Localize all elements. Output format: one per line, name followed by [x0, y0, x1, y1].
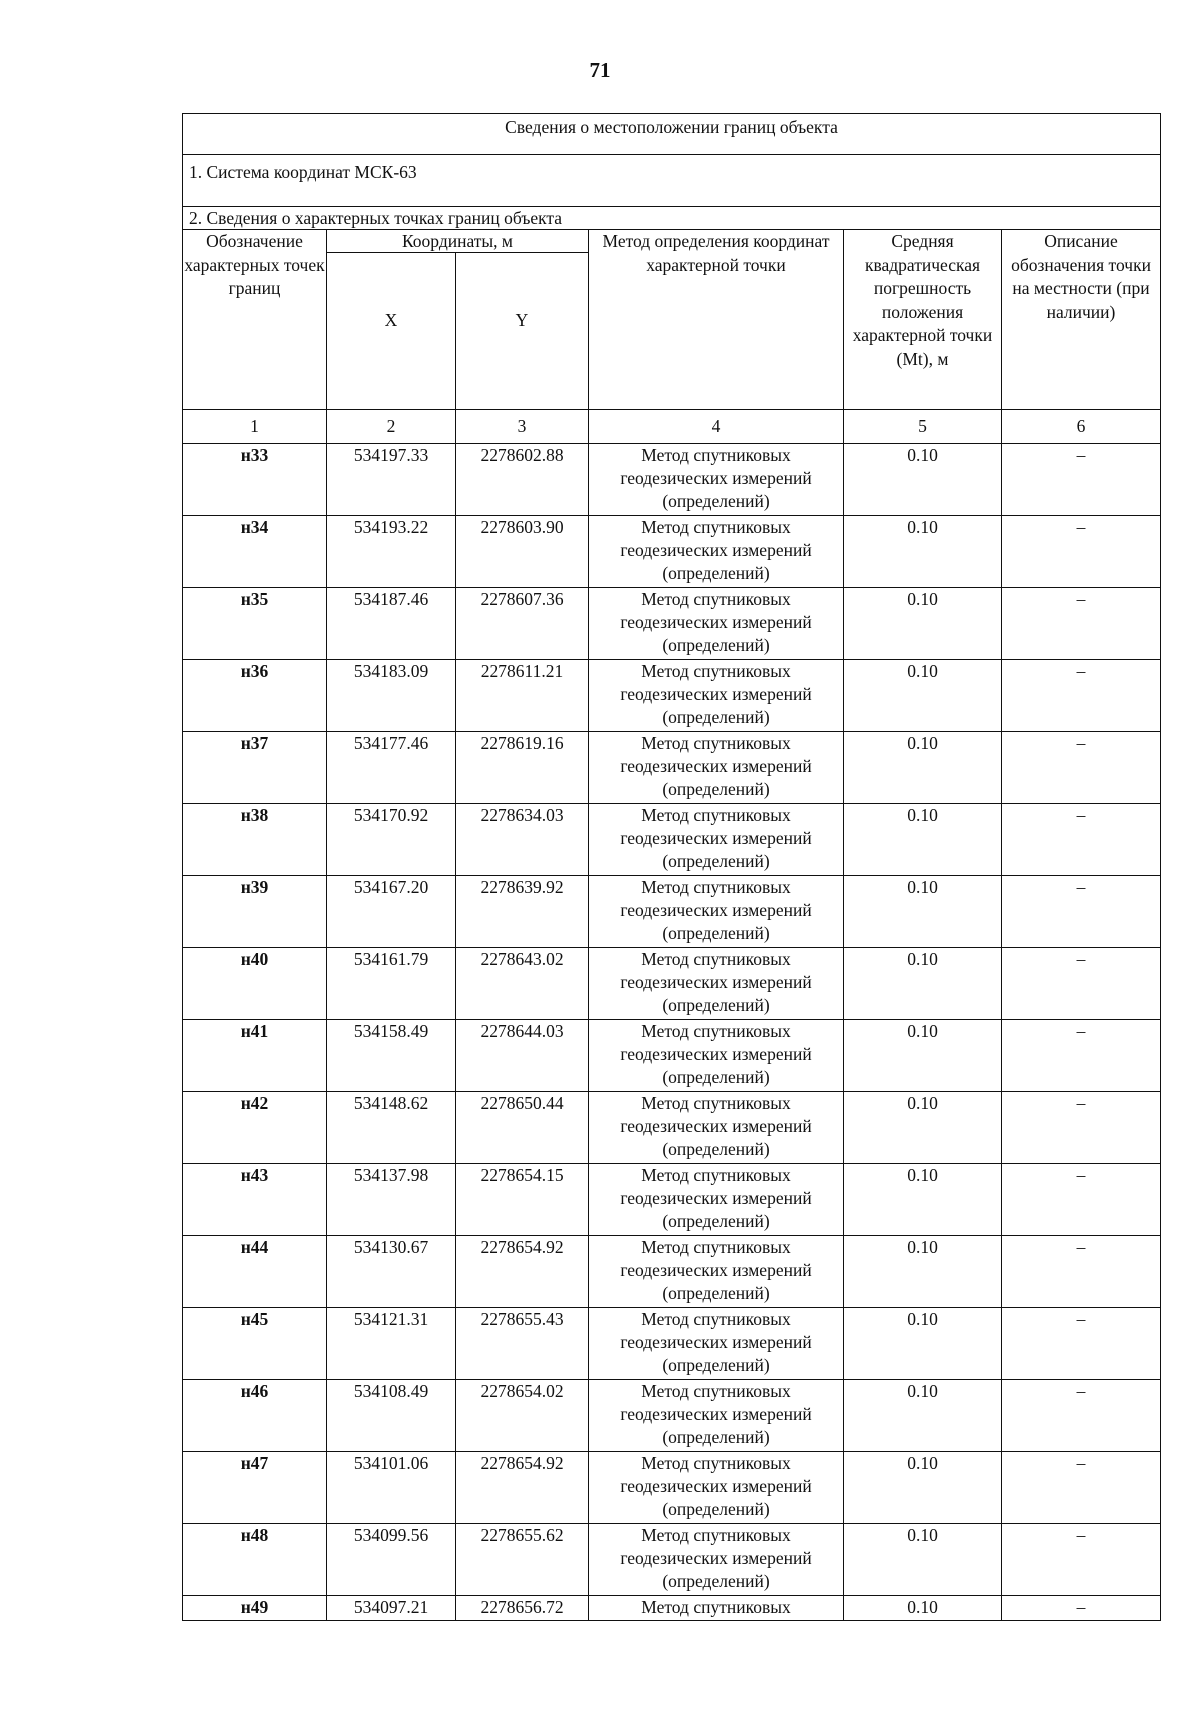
- cell-y: 2278619.16: [456, 732, 589, 804]
- cell-description: –: [1002, 1596, 1161, 1621]
- cell-description: –: [1002, 516, 1161, 588]
- cell-method: Метод спутниковых геодезических измерений (определений): [589, 516, 844, 588]
- header-mean-error: [844, 230, 1002, 410]
- cell-method: Метод спутниковых геодезических измерений (определений): [589, 588, 844, 660]
- cell-x: 534130.67: [327, 1236, 456, 1308]
- table-row: [183, 1596, 1161, 1621]
- header-x: X: [327, 253, 456, 410]
- table-row: [183, 876, 1161, 948]
- cell-y: 2278654.92: [456, 1236, 589, 1308]
- cell-point: н49: [183, 1596, 327, 1621]
- cell-point: н44: [183, 1236, 327, 1308]
- cell-point: н45: [183, 1308, 327, 1380]
- cell-point: н43: [183, 1164, 327, 1236]
- table-row: [183, 1236, 1161, 1308]
- cell-x: 534101.06: [327, 1452, 456, 1524]
- boundary-points-table: [182, 113, 1161, 1621]
- cell-method: Метод спутниковых геодезических измерений (определений): [589, 948, 844, 1020]
- cell-point: н33: [183, 444, 327, 516]
- cell-point: н36: [183, 660, 327, 732]
- cell-description: –: [1002, 1164, 1161, 1236]
- cell-error: 0.10: [844, 588, 1002, 660]
- cell-point: н37: [183, 732, 327, 804]
- table-row: [183, 660, 1161, 732]
- cell-method: Метод спутниковых геодезических измерений (определений): [589, 732, 844, 804]
- cell-x: 534108.49: [327, 1380, 456, 1452]
- cell-y: 2278654.15: [456, 1164, 589, 1236]
- cell-method: Метод спутниковых геодезических измерений (определений): [589, 804, 844, 876]
- cell-error: 0.10: [844, 1524, 1002, 1596]
- cell-error: 0.10: [844, 1236, 1002, 1308]
- cell-point: н48: [183, 1524, 327, 1596]
- cell-point: н42: [183, 1092, 327, 1164]
- cell-description: –: [1002, 732, 1161, 804]
- cell-description: –: [1002, 1092, 1161, 1164]
- cell-y: 2278655.43: [456, 1308, 589, 1380]
- cell-error: 0.10: [844, 732, 1002, 804]
- cell-method: Метод спутниковых: [589, 1596, 844, 1621]
- cell-y: 2278643.02: [456, 948, 589, 1020]
- header-point-designation: Обозначение характерных точек границ: [183, 230, 327, 410]
- cell-method: Метод спутниковых геодезических измерений (определений): [589, 1308, 844, 1380]
- cell-error: 0.10: [844, 1020, 1002, 1092]
- cell-method: Метод спутниковых геодезических измерений (определений): [589, 444, 844, 516]
- cell-method: Метод спутниковых геодезических измерений (определений): [589, 1524, 844, 1596]
- cell-error: 0.10: [844, 948, 1002, 1020]
- cell-description: –: [1002, 588, 1161, 660]
- cell-method: Метод спутниковых геодезических измерений (определений): [589, 1164, 844, 1236]
- cell-method: Метод спутниковых геодезических измерений (определений): [589, 1380, 844, 1452]
- cell-y: 2278634.03: [456, 804, 589, 876]
- cell-method: Метод спутниковых геодезических измерений (определений): [589, 1236, 844, 1308]
- column-number: 5: [844, 410, 1002, 444]
- cell-error: 0.10: [844, 876, 1002, 948]
- cell-description: –: [1002, 876, 1161, 948]
- cell-x: 534187.46: [327, 588, 456, 660]
- cell-error: 0.10: [844, 444, 1002, 516]
- cell-x: 534197.33: [327, 444, 456, 516]
- cell-method: Метод спутниковых геодезических измерений (определений): [589, 1092, 844, 1164]
- cell-description: –: [1002, 660, 1161, 732]
- table-row: [183, 1452, 1161, 1524]
- cell-point: н41: [183, 1020, 327, 1092]
- table-row: [183, 1380, 1161, 1452]
- cell-description: –: [1002, 1452, 1161, 1524]
- table-row: [183, 588, 1161, 660]
- column-number: 2: [327, 410, 456, 444]
- cell-description: –: [1002, 948, 1161, 1020]
- cell-error: 0.10: [844, 804, 1002, 876]
- cell-error: 0.10: [844, 660, 1002, 732]
- cell-point: н35: [183, 588, 327, 660]
- cell-x: 534121.31: [327, 1308, 456, 1380]
- cell-point: н39: [183, 876, 327, 948]
- cell-x: 534158.49: [327, 1020, 456, 1092]
- column-number: 1: [183, 410, 327, 444]
- cell-error: 0.10: [844, 1380, 1002, 1452]
- cell-error: 0.10: [844, 1092, 1002, 1164]
- cell-error: 0.10: [844, 1164, 1002, 1236]
- cell-error: 0.10: [844, 1452, 1002, 1524]
- cell-y: 2278655.62: [456, 1524, 589, 1596]
- cell-description: –: [1002, 1236, 1161, 1308]
- cell-y: 2278611.21: [456, 660, 589, 732]
- cell-x: 534183.09: [327, 660, 456, 732]
- cell-point: н34: [183, 516, 327, 588]
- table-title: Сведения о местоположении границ объекта: [183, 114, 1161, 155]
- cell-y: 2278607.36: [456, 588, 589, 660]
- cell-point: н47: [183, 1452, 327, 1524]
- table-row: [183, 1092, 1161, 1164]
- cell-x: 534148.62: [327, 1092, 456, 1164]
- table-row: [183, 1308, 1161, 1380]
- header-coordinates: Координаты, м: [327, 230, 589, 253]
- cell-method: Метод спутниковых геодезических измерений (определений): [589, 1020, 844, 1092]
- cell-x: 534177.46: [327, 732, 456, 804]
- cell-x: 534193.22: [327, 516, 456, 588]
- cell-description: –: [1002, 1308, 1161, 1380]
- cell-y: 2278656.72: [456, 1596, 589, 1621]
- cell-x: 534099.56: [327, 1524, 456, 1596]
- cell-description: –: [1002, 1380, 1161, 1452]
- cell-x: 534167.20: [327, 876, 456, 948]
- cell-description: –: [1002, 1020, 1161, 1092]
- column-number: 4: [589, 410, 844, 444]
- cell-description: –: [1002, 1524, 1161, 1596]
- table-row: [183, 1020, 1161, 1092]
- cell-description: –: [1002, 804, 1161, 876]
- table-row: [183, 732, 1161, 804]
- cell-x: 534161.79: [327, 948, 456, 1020]
- cell-point: н38: [183, 804, 327, 876]
- cell-y: 2278603.90: [456, 516, 589, 588]
- cell-point: н46: [183, 1380, 327, 1452]
- cell-error: 0.10: [844, 1596, 1002, 1621]
- table-row: [183, 948, 1161, 1020]
- cell-x: 534097.21: [327, 1596, 456, 1621]
- table-row: [183, 804, 1161, 876]
- cell-y: 2278602.88: [456, 444, 589, 516]
- column-number: 3: [456, 410, 589, 444]
- cell-x: 534137.98: [327, 1164, 456, 1236]
- column-number: 6: [1002, 410, 1161, 444]
- cell-y: 2278650.44: [456, 1092, 589, 1164]
- header-description: Описание обозначения точки на местности (при наличии): [1002, 230, 1161, 410]
- table-row: [183, 444, 1161, 516]
- header-mean-error-text: Средняя квадратическая погрешность положения характерной точки (Mt), м: [852, 231, 993, 369]
- cell-error: 0.10: [844, 516, 1002, 588]
- table-row: [183, 516, 1161, 588]
- cell-method: Метод спутниковых геодезических измерений (определений): [589, 660, 844, 732]
- cell-point: н40: [183, 948, 327, 1020]
- cell-description: –: [1002, 444, 1161, 516]
- cell-method: Метод спутниковых геодезических измерений (определений): [589, 876, 844, 948]
- cell-y: 2278654.02: [456, 1380, 589, 1452]
- cell-x: 534170.92: [327, 804, 456, 876]
- coordinate-system: 1. Система координат МСК-63: [183, 155, 1161, 207]
- points-section-title: 2. Сведения о характерных точках границ объекта: [183, 207, 1161, 230]
- page-number: 71: [589, 58, 611, 82]
- header-method: Метод определения координат характерной точки: [589, 230, 844, 410]
- cell-method: Метод спутниковых геодезических измерений (определений): [589, 1452, 844, 1524]
- cell-y: 2278639.92: [456, 876, 589, 948]
- table-row: [183, 1164, 1161, 1236]
- header-y: Y: [456, 253, 589, 410]
- cell-y: 2278644.03: [456, 1020, 589, 1092]
- cell-y: 2278654.92: [456, 1452, 589, 1524]
- table-row: [183, 1524, 1161, 1596]
- cell-error: 0.10: [844, 1308, 1002, 1380]
